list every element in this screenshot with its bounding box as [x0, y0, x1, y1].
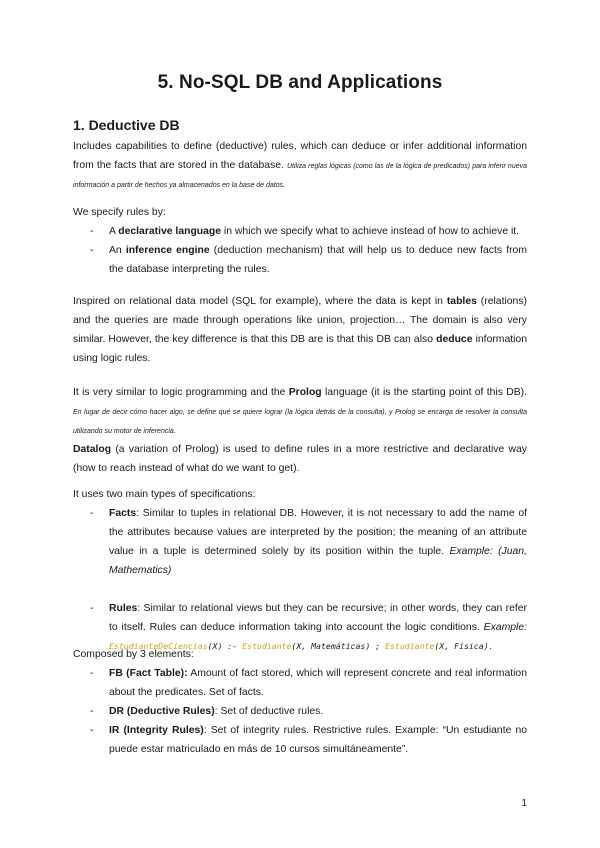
spec-list — [73, 504, 527, 656]
list-item: - IR (Integrity Rules): Set of integrity rules. Restrictive rules. Example: “Un estudiante no puede estar matriculado en más de 10 cursos simultáneamente”. — [90, 725, 527, 755]
list-item-rules: - Rules: Similar to relational views but they can be recursive; in other words, they can refer to itself. Rules can deduce information taking into account the logic conditions. Example: EstudianteDeCiencias(X) :- Estudiante(X, Matemáticas) ; Estudiante(X, Física). — [90, 603, 527, 651]
specifications-section — [73, 485, 527, 656]
code-example: EstudianteDeCiencias(X) :- Estudiante(X, Matemáticas) ; Estudiante(X, Física). — [109, 641, 494, 651]
elements-section — [73, 645, 527, 759]
elements-list — [73, 664, 527, 759]
intro-text: Includes capabilities to define (deductive) rules, which can deduce or infer additional information from the facts that are stored in the database. — [73, 141, 527, 171]
section-heading: 1. Deductive DB — [73, 117, 180, 133]
prolog-paragraph: It is very similar to logic programming and the Prolog language (it is the starting point of this DB). En lugar de decir cómo hacer algo, se define qué se quiere lograr (la lógica detrás de la consulta), y Prolog se encarga de resolver la consulta utilizando su motor de inferencia. Datalog (a variation of Prolog) is used to define rules in a more restrictive and declarative way (how to reach instead of what do we want to get). — [73, 383, 527, 478]
spec-intro: It uses two main types of specifications: — [73, 489, 256, 500]
rules-section — [73, 203, 527, 279]
list-item: - DR (Deductive Rules): Set of deductive rules. — [90, 706, 324, 717]
list-item: - An inference engine (deduction mechanism) that will help us to deduce new facts from the database interpreting the rules. — [90, 245, 527, 275]
relational-paragraph: Inspired on relational data model (SQL for example), where the data is kept in tables (relations) and the queries are made through operations like union, projection… The domain is also very similar. However, the key difference is that this DB are is that this DB can also deduce information using logic rules. — [73, 296, 527, 364]
intro-paragraph — [73, 137, 527, 194]
list-item: - FB (Fact Table): Amount of fact stored, which will represent concrete and real information about the predicates. Set of facts. — [90, 668, 527, 698]
rules-intro: We specify rules by: — [73, 207, 166, 218]
intro-note: Utiliza reglas lógicas (como las de la lógica de predicados) para inferir nueva información a partir de hechos ya almacenados en la base de datos. — [73, 163, 527, 189]
list-item: - A declarative language in which we specify what to achieve instead of how to achieve it. — [90, 226, 520, 237]
datalog-paragraph: Datalog (a variation of Prolog) is used to define rules in a more restrictive and declarative way (how to reach instead of what do we want to get). — [73, 444, 527, 474]
prolog-note: En lugar de decir cómo hacer algo, se define qué se quiere lograr (la lógica detrás de la consulta), y Prolog se encarga de resolver la consulta utilizando su motor de inferencia. — [73, 409, 527, 435]
rules-list — [73, 222, 527, 279]
list-item-facts: - Facts: Similar to tuples in relational DB. However, it is not necessary to add the name of the attributes because values are interpreted by the position; the meaning of an attribute value in a tuple is determined solely by its position within the tuple. Example: (Juan, Mathematics) — [90, 508, 527, 576]
page-title: 5. No-SQL DB and Applications — [157, 72, 443, 93]
page-number: 1 — [521, 798, 527, 809]
composed-intro: Composed by 3 elements: — [73, 649, 194, 660]
